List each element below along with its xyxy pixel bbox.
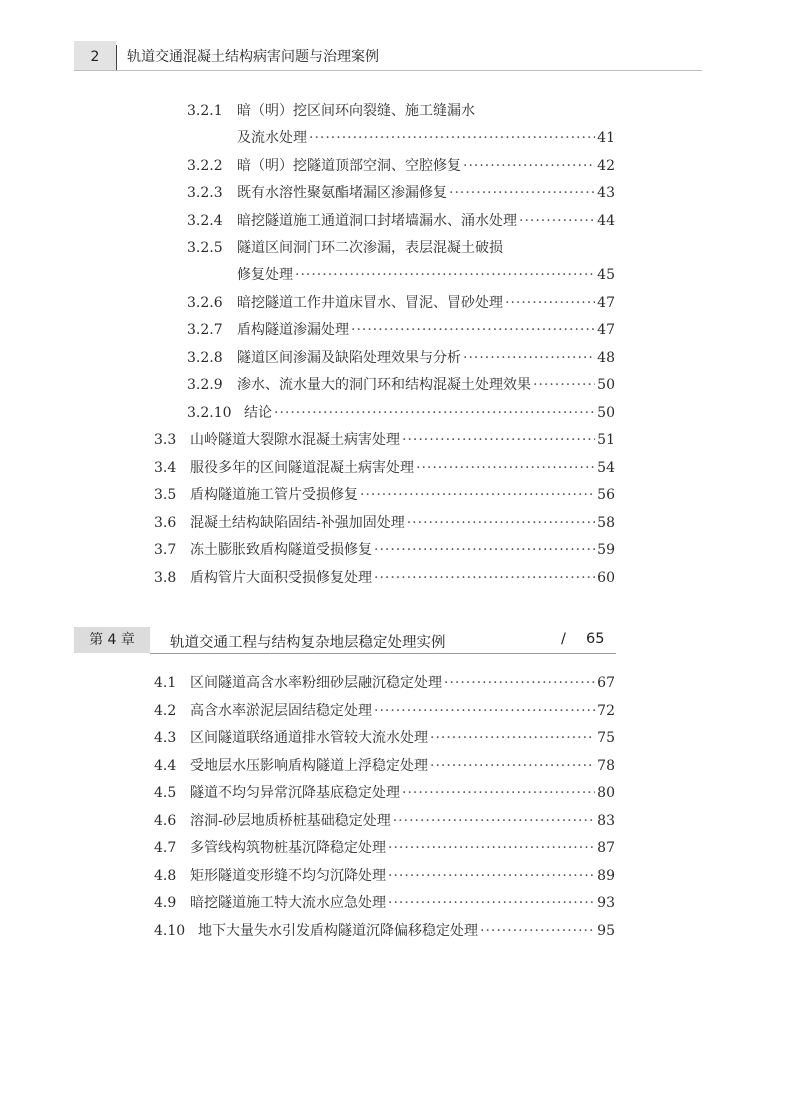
page-ref: 47 bbox=[597, 294, 615, 311]
leader-dots bbox=[430, 729, 595, 747]
section-number: 3.2.7 bbox=[187, 322, 223, 338]
page-ref: 93 bbox=[597, 895, 615, 911]
section-number: 3.3 bbox=[154, 432, 177, 448]
section-title: 区间隧道高含水率粉细砂层融沉稳定处理 bbox=[190, 675, 442, 691]
chapter-title: 轨道交通工程与结构复杂地层稳定处理实例 bbox=[170, 635, 446, 651]
section-title-continued: 及流水处理 bbox=[237, 130, 307, 146]
leader-dots bbox=[480, 922, 595, 940]
section-title: 地下大量失水引发盾构隧道沉降偏移稳定处理 bbox=[198, 922, 478, 939]
section-number: 3.4 bbox=[154, 459, 177, 476]
page-ref: 56 bbox=[597, 487, 615, 503]
section-title: 隧道区间渗漏及缺陷处理效果与分析 bbox=[237, 349, 461, 366]
section-number: 3.2.3 bbox=[187, 185, 223, 201]
page-ref: 50 bbox=[597, 377, 615, 393]
toc-entry-continuation[interactable] bbox=[237, 266, 615, 284]
page-ref: 58 bbox=[597, 514, 615, 531]
section-number: 3.2.6 bbox=[187, 294, 223, 311]
running-header bbox=[74, 41, 702, 71]
page-ref: 75 bbox=[597, 730, 615, 746]
leader-dots bbox=[463, 349, 595, 367]
page-ref: 80 bbox=[597, 785, 615, 801]
section-number: 4.10 bbox=[154, 922, 186, 939]
page-ref: 60 bbox=[597, 569, 615, 586]
section-number: 3.2.9 bbox=[187, 377, 223, 393]
leader-dots bbox=[388, 867, 595, 885]
section-number: 4.6 bbox=[154, 812, 177, 829]
page-ref: 41 bbox=[597, 130, 615, 146]
toc-entry[interactable] bbox=[187, 349, 615, 367]
chapter-label: 第 4 章 bbox=[74, 627, 150, 653]
toc-entry[interactable] bbox=[187, 184, 615, 202]
section-title: 山岭隧道大裂隙水混凝土病害处理 bbox=[190, 432, 400, 448]
page-ref: 54 bbox=[597, 459, 615, 476]
toc-entry[interactable] bbox=[154, 674, 615, 692]
section-number: 3.2.1 bbox=[187, 103, 223, 119]
leader-dots bbox=[449, 184, 595, 202]
section-number: 3.2.4 bbox=[187, 212, 223, 229]
leader-dots bbox=[463, 157, 595, 175]
toc-entry[interactable] bbox=[154, 702, 615, 720]
leader-dots bbox=[407, 514, 595, 532]
section-title: 盾构管片大面积受损修复处理 bbox=[190, 569, 372, 586]
section-title: 多管线构筑物桩基沉降稳定处理 bbox=[190, 840, 386, 856]
page-ref: 44 bbox=[597, 212, 615, 229]
page-number: 2 bbox=[74, 41, 116, 70]
chapter-page: 65 bbox=[586, 631, 605, 647]
leader-dots bbox=[360, 486, 595, 504]
leader-dots bbox=[388, 839, 595, 857]
leader-dots bbox=[505, 294, 595, 312]
section-number: 4.3 bbox=[154, 730, 177, 746]
page-ref: 95 bbox=[597, 922, 615, 939]
toc-entry[interactable] bbox=[154, 431, 615, 449]
section-number: 4.7 bbox=[154, 840, 177, 856]
chapter-heading[interactable] bbox=[74, 627, 616, 655]
toc-entry[interactable] bbox=[154, 867, 615, 885]
leader-dots bbox=[519, 212, 595, 230]
section-number: 4.1 bbox=[154, 675, 177, 691]
page-ref: 59 bbox=[597, 542, 615, 558]
leader-dots bbox=[402, 431, 595, 449]
section-title: 受地层水压影响盾构隧道上浮稳定处理 bbox=[190, 757, 428, 774]
section-number: 3.5 bbox=[154, 487, 177, 503]
section-title: 盾构隧道施工管片受损修复 bbox=[190, 487, 358, 503]
section-title: 区间隧道联络通道排水管较大流水处理 bbox=[190, 730, 428, 746]
toc-entry[interactable] bbox=[154, 729, 615, 747]
leader-dots bbox=[274, 404, 595, 422]
page-ref: 45 bbox=[597, 267, 615, 283]
toc-entry[interactable] bbox=[154, 894, 615, 912]
page-ref: 48 bbox=[597, 349, 615, 366]
toc-entry[interactable] bbox=[154, 514, 615, 532]
toc-entry[interactable] bbox=[154, 757, 615, 775]
leader-dots bbox=[393, 812, 595, 830]
section-title: 矩形隧道变形缝不均匀沉降处理 bbox=[190, 867, 386, 884]
toc-entry[interactable] bbox=[154, 922, 615, 940]
section-number: 4.9 bbox=[154, 895, 177, 911]
toc-entry[interactable] bbox=[187, 294, 615, 312]
section-number: 3.7 bbox=[154, 542, 177, 558]
section-number: 4.8 bbox=[154, 867, 177, 884]
toc-entry[interactable] bbox=[187, 404, 615, 422]
page-ref: 47 bbox=[597, 322, 615, 338]
page-ref: 50 bbox=[597, 404, 615, 421]
page-ref: 51 bbox=[597, 432, 615, 448]
section-number: 3.6 bbox=[154, 514, 177, 531]
leader-dots bbox=[374, 702, 595, 720]
leader-dots bbox=[416, 459, 595, 477]
page-ref: 42 bbox=[597, 157, 615, 174]
toc-entry[interactable] bbox=[187, 212, 615, 230]
section-title: 高含水率淤泥层固结稳定处理 bbox=[190, 702, 372, 719]
toc-entry[interactable] bbox=[187, 239, 503, 257]
section-title: 暗挖隧道施工特大流水应急处理 bbox=[190, 895, 386, 911]
chapter-separator: / bbox=[561, 631, 566, 647]
section-title: 隧道区间洞门环二次渗漏，表层混凝土破损 bbox=[237, 240, 503, 256]
leader-dots bbox=[374, 569, 595, 587]
toc-entry[interactable] bbox=[154, 541, 615, 559]
section-number: 3.2.5 bbox=[187, 240, 223, 256]
section-title: 既有水溶性聚氨酯堵漏区渗漏修复 bbox=[237, 185, 447, 201]
section-title: 暗（明）挖区间环向裂缝、施工缝漏水 bbox=[237, 103, 475, 119]
section-number: 3.8 bbox=[154, 569, 177, 586]
page-ref: 67 bbox=[597, 675, 615, 691]
toc-entry[interactable] bbox=[187, 321, 615, 339]
page-ref: 78 bbox=[597, 757, 615, 774]
leader-dots bbox=[388, 894, 595, 912]
page-ref: 83 bbox=[597, 812, 615, 829]
toc-entry[interactable] bbox=[154, 812, 615, 830]
book-title: 轨道交通混凝土结构病害问题与治理案例 bbox=[127, 49, 379, 65]
section-title: 隧道不均匀异常沉降基底稳定处理 bbox=[190, 785, 400, 801]
page-ref: 43 bbox=[597, 185, 615, 201]
section-number: 3.2.8 bbox=[187, 349, 223, 366]
toc-entry[interactable] bbox=[154, 784, 615, 802]
chapter-rule bbox=[150, 653, 616, 654]
leader-dots bbox=[374, 541, 595, 559]
leader-dots bbox=[351, 321, 595, 339]
toc-entry[interactable] bbox=[187, 157, 615, 175]
leader-dots bbox=[430, 757, 595, 775]
section-title: 溶洞-砂层地质桥桩基础稳定处理 bbox=[190, 812, 391, 829]
section-title: 渗水、流水量大的洞门环和结构混凝土处理效果 bbox=[237, 377, 531, 393]
section-number: 4.2 bbox=[154, 702, 177, 719]
toc-entry[interactable] bbox=[154, 569, 615, 587]
leader-dots bbox=[309, 129, 595, 147]
section-title: 冻土膨胀致盾构隧道受损修复 bbox=[190, 542, 372, 558]
toc-entry[interactable] bbox=[154, 459, 615, 477]
section-title-continued: 修复处理 bbox=[237, 267, 293, 283]
section-title: 结论 bbox=[244, 404, 272, 421]
section-title: 暗挖隧道施工通道洞口封堵墙漏水、涌水处理 bbox=[237, 212, 517, 229]
section-title: 盾构隧道渗漏处理 bbox=[237, 322, 349, 338]
toc-entry[interactable] bbox=[154, 486, 615, 504]
page-ref: 89 bbox=[597, 867, 615, 884]
leader-dots bbox=[533, 376, 595, 394]
toc-entry[interactable] bbox=[154, 839, 615, 857]
header-divider bbox=[116, 45, 117, 70]
section-number: 4.5 bbox=[154, 785, 177, 801]
toc-entry-continuation[interactable] bbox=[237, 129, 615, 147]
header-rule bbox=[74, 70, 702, 71]
section-title: 混凝土结构缺陷固结-补强加固处理 bbox=[190, 514, 405, 531]
section-title: 暗（明）挖隧道顶部空洞、空腔修复 bbox=[237, 157, 461, 174]
leader-dots bbox=[295, 266, 595, 284]
section-title: 暗挖隧道工作井道床冒水、冒泥、冒砂处理 bbox=[237, 294, 503, 311]
section-number: 3.2.2 bbox=[187, 157, 223, 174]
page-ref: 72 bbox=[597, 702, 615, 719]
section-number: 4.4 bbox=[154, 757, 177, 774]
section-number: 3.2.10 bbox=[187, 404, 232, 421]
page-ref: 87 bbox=[597, 840, 615, 856]
section-title: 服役多年的区间隧道混凝土病害处理 bbox=[190, 459, 414, 476]
toc-entry[interactable] bbox=[187, 102, 475, 120]
toc-entry[interactable] bbox=[187, 376, 615, 394]
leader-dots bbox=[444, 674, 595, 692]
leader-dots bbox=[402, 784, 595, 802]
